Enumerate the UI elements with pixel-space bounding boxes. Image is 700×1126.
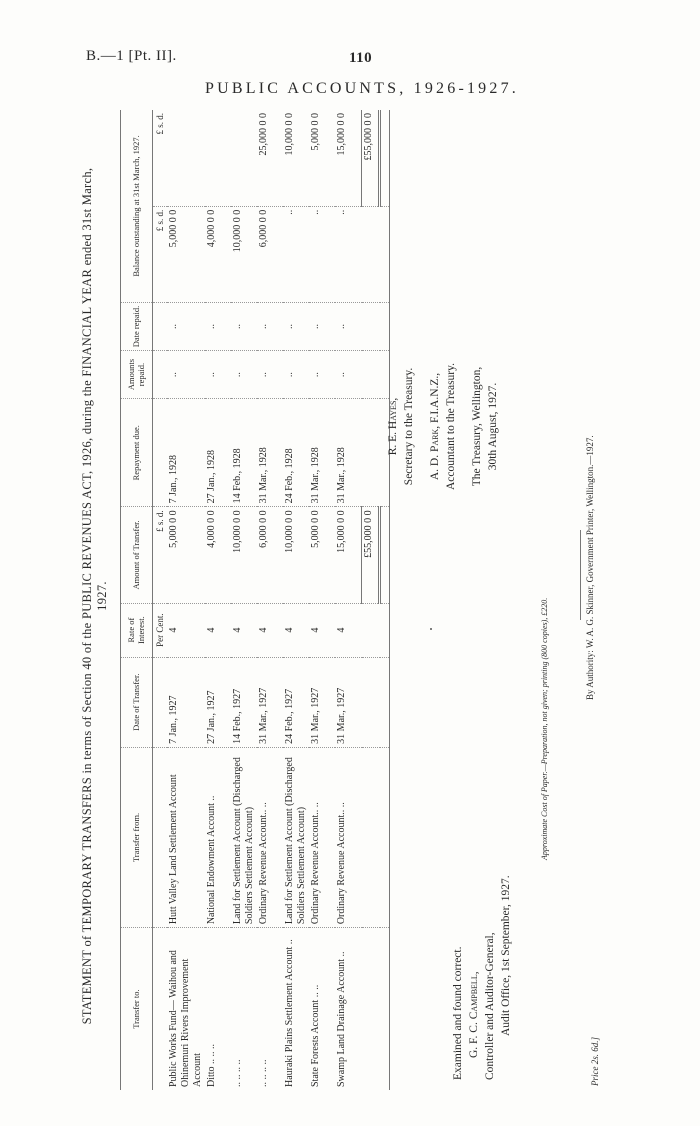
cell-from: Ordinary Revenue Account.. .. <box>309 747 335 927</box>
cell-rate: 4 <box>309 603 335 657</box>
price-note: Price 2s. 6d.] <box>590 1037 600 1086</box>
cell-bal-right: 5,000 0 0 <box>309 110 335 206</box>
col-amount-of-transfer: Amount of Transfer. <box>121 507 153 603</box>
cell-date: 27 Jan., 1927 <box>205 657 231 747</box>
stray-dot <box>430 628 432 630</box>
cell-from: Land for Settlement Account (Discharged Soldiers Settlement Account) <box>231 747 257 927</box>
cell-rate: 4 <box>335 603 362 657</box>
cell-from: Ordinary Revenue Account.. .. <box>335 747 362 927</box>
cell-amount: 10,000 0 0 <box>283 507 309 603</box>
auditor-title: Controller and Auditor-General, <box>484 932 496 1080</box>
col-repayment-due: Repayment due. <box>121 399 153 507</box>
cell-amount: 6,000 0 0 <box>257 507 283 603</box>
authority-rule <box>580 530 581 620</box>
cell-from: Ordinary Revenue Account.. .. <box>257 747 283 927</box>
cell-due: 31 Mar., 1928 <box>335 399 362 507</box>
treasury-date: 30th August, 1927. <box>487 382 499 471</box>
statement-title <box>80 106 110 1086</box>
statement-title-line2: 1927. <box>95 581 109 611</box>
cell-due: 24 Feb., 1928 <box>283 399 309 507</box>
statement-title-line1: STATEMENT of TEMPORARY TRANSFERS in terms of Section 40 of the PUBLIC REVENUES ACT, 1926, during the FINANCIAL YEAR ended 31st March, <box>80 167 94 1025</box>
cell-from: Hutt Valley Land Settlement Account <box>167 747 205 927</box>
cell-to: .. .. .. .. <box>258 1059 269 1087</box>
cell-to: Public Works Fund— Waihou and Ohinemuri Rivers Improvement Account <box>168 950 203 1087</box>
cell-due: 27 Jan., 1928 <box>205 399 231 507</box>
secretary-title: Secretary to the Treasury. <box>403 367 415 486</box>
cell-due: 14 Feb., 1928 <box>231 399 257 507</box>
cell-date: 31 Mar., 1927 <box>335 657 362 747</box>
cell-bal-right: 15,000 0 0 <box>335 110 362 206</box>
cell-bal-right <box>205 110 231 206</box>
accountant-title: Accountant to the Treasury. <box>445 362 457 490</box>
col-date-repaid: Date repaid. <box>121 302 153 350</box>
cell-date-repaid: .. <box>309 302 335 350</box>
cell-repaid: .. <box>257 351 283 399</box>
cell-to: State Forests Account .. .. <box>310 984 321 1087</box>
table-bottom-rule <box>380 110 390 1090</box>
col-transfer-from: Transfer from. <box>121 747 153 927</box>
cell-bal-left: .. <box>335 206 362 302</box>
examined-text: Examined and found correct. <box>452 946 464 1080</box>
auditor-block <box>450 875 514 1080</box>
total-amount: £55,000 0 0 <box>362 507 380 603</box>
cell-date: 7 Jan., 1927 <box>167 657 205 747</box>
cell-repaid: .. <box>309 351 335 399</box>
cell-repaid: .. <box>231 351 257 399</box>
cell-date-repaid: .. <box>231 302 257 350</box>
rotated-statement <box>70 100 630 1100</box>
cell-date: 24 Feb., 1927 <box>283 657 309 747</box>
cell-amount: 4,000 0 0 <box>205 507 231 603</box>
cell-bal-left: 5,000 0 0 <box>167 206 205 302</box>
page-title: PUBLIC ACCOUNTS, 1926-1927. <box>205 80 519 97</box>
cell-rate: 4 <box>167 603 205 657</box>
cell-to: .. .. .. .. <box>232 1059 243 1087</box>
cell-repaid: .. <box>205 351 231 399</box>
cell-repaid: .. <box>167 351 205 399</box>
cell-date: 14 Feb., 1927 <box>231 657 257 747</box>
table-row <box>231 110 257 1090</box>
unit-balance-left: £ s. d. <box>153 206 168 302</box>
cell-date: 31 Mar., 1927 <box>257 657 283 747</box>
cell-bal-right: 10,000 0 0 <box>283 110 309 206</box>
page-number: 110 <box>349 50 373 66</box>
secretary-name: R. E. Hayes, <box>387 397 399 456</box>
total-balance: £55,000 0 0 <box>362 110 380 206</box>
cell-rate: 4 <box>283 603 309 657</box>
cell-date-repaid: .. <box>283 302 309 350</box>
total-row <box>362 110 380 1090</box>
cell-to: Swamp Land Drainage Account .. <box>336 951 347 1087</box>
cell-repaid: .. <box>335 351 362 399</box>
cell-rate: 4 <box>231 603 257 657</box>
auditor-office: Audit Office, 1st September, 1927. <box>500 875 512 1036</box>
table-row <box>309 110 335 1090</box>
cell-from: National Endowment Account .. <box>205 747 231 927</box>
cell-amount: 5,000 0 0 <box>309 507 335 603</box>
cell-due: 31 Mar., 1928 <box>257 399 283 507</box>
treasury-block <box>385 363 501 490</box>
cell-to: Ditto .. .. .. <box>206 1043 217 1087</box>
table-row <box>167 110 205 1090</box>
cell-amount: 5,000 0 0 <box>167 507 205 603</box>
printer-authority: By Authority: W. A. G. Skinner, Government Printer, Wellington.—1927. <box>585 435 595 700</box>
cell-bal-right: 25,000 0 0 <box>257 110 283 206</box>
cell-bal-left: .. <box>283 206 309 302</box>
units-row <box>153 110 168 1090</box>
accountant-name: A. D. Park, F.I.A.N.Z., <box>429 372 441 481</box>
cell-from: Land for Settlement Account (Discharged Soldiers Settlement Account) <box>283 747 309 927</box>
unit-balance-right: £ s. d. <box>153 110 168 206</box>
cell-date: 31 Mar., 1927 <box>309 657 335 747</box>
cell-bal-left: .. <box>309 206 335 302</box>
transfers-table <box>120 110 390 1090</box>
cell-rate: 4 <box>257 603 283 657</box>
col-rate-of-interest: Rate of Interest. <box>121 603 153 657</box>
cell-rate: 4 <box>205 603 231 657</box>
table-header-row <box>121 110 153 1090</box>
unit-amount: £ s. d. <box>153 507 168 603</box>
col-date-of-transfer: Date of Transfer. <box>121 657 153 747</box>
cost-note: Approximate Cost of Paper.—Preparation, not given; printing (800 copies), £220. <box>540 597 549 860</box>
col-amounts-repaid: Amounts repaid. <box>121 351 153 399</box>
treasury-place: The Treasury, Wellington, <box>471 366 483 487</box>
col-balance-outstanding: Balance outstanding at 31st March, 1927. <box>121 110 153 302</box>
cell-date-repaid: .. <box>205 302 231 350</box>
cell-date-repaid: .. <box>167 302 205 350</box>
cell-date-repaid: .. <box>257 302 283 350</box>
cell-due: 7 Jan., 1928 <box>167 399 205 507</box>
col-transfer-to: Transfer to. <box>121 928 153 1090</box>
auditor-name: G. F. C. Campbell, <box>468 971 480 1058</box>
cell-due: 31 Mar., 1928 <box>309 399 335 507</box>
cell-repaid: .. <box>283 351 309 399</box>
table-row <box>283 110 309 1090</box>
table-row <box>205 110 231 1090</box>
table-row <box>257 110 283 1090</box>
cell-bal-left: 10,000 0 0 <box>231 206 257 302</box>
cell-bal-left: 4,000 0 0 <box>205 206 231 302</box>
cell-date-repaid: .. <box>335 302 362 350</box>
cell-bal-left: 6,000 0 0 <box>257 206 283 302</box>
unit-rate: Per Cent. <box>153 603 168 657</box>
cell-bal-right <box>231 110 257 206</box>
table-row <box>335 110 362 1090</box>
cell-amount: 15,000 0 0 <box>335 507 362 603</box>
cell-to: Hauraki Plains Settlement Account .. <box>284 939 295 1087</box>
cell-bal-right <box>167 110 205 206</box>
header-left: B.—1 [Pt. II]. <box>86 48 177 64</box>
cell-amount: 10,000 0 0 <box>231 507 257 603</box>
